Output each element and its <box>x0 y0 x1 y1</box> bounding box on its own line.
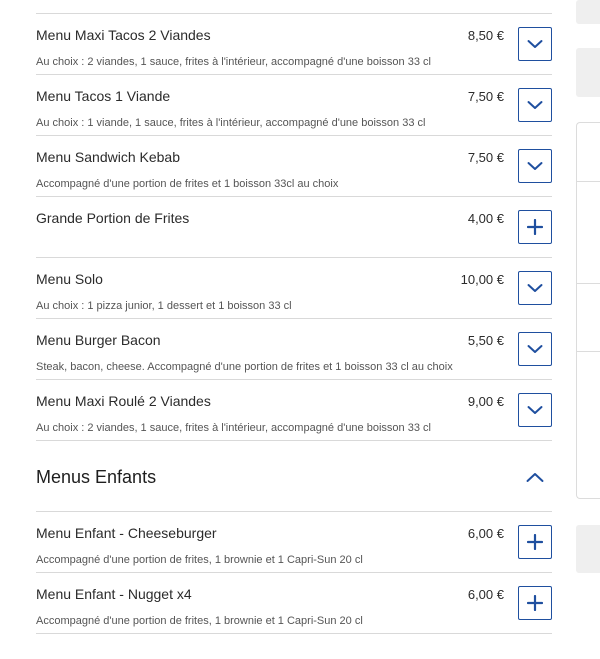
menu-item[interactable] <box>36 258 552 319</box>
side-panel-card <box>576 122 600 499</box>
item-name: Menu Sandwich Kebab <box>36 149 180 165</box>
collapse-category-button[interactable] <box>518 465 552 489</box>
side-panel-block <box>576 525 600 573</box>
chevron-down-icon <box>527 283 543 293</box>
item-description: Accompagné d'une portion de frites, 1 brownie et 1 Capri-Sun 20 cl <box>36 554 363 566</box>
plus-icon <box>527 219 543 235</box>
item-description: Au choix : 2 viandes, 1 sauce, frites à l'intérieur, accompagné d'une boisson 33 cl <box>36 56 431 68</box>
item-description: Au choix : 1 viande, 1 sauce, frites à l'intérieur, accompagné d'une boisson 33 cl <box>36 117 426 129</box>
menu-item[interactable] <box>36 573 552 634</box>
item-price: 7,50 € <box>467 150 504 165</box>
expand-options-button[interactable] <box>518 393 552 427</box>
chevron-down-icon <box>527 344 543 354</box>
item-description: Accompagné d'une portion de frites, 1 brownie et 1 Capri-Sun 20 cl <box>36 615 363 627</box>
item-description: Accompagné d'une portion de frites et 1 boisson 33cl au choix <box>36 178 339 190</box>
item-name: Menu Burger Bacon <box>36 332 161 348</box>
side-card-divider <box>577 351 600 352</box>
expand-options-button[interactable] <box>518 332 552 366</box>
menu-item[interactable] <box>36 136 552 197</box>
item-description: Au choix : 1 pizza junior, 1 dessert et 1 boisson 33 cl <box>36 300 292 312</box>
item-price: 5,50 € <box>467 333 504 348</box>
expand-options-button[interactable] <box>518 27 552 61</box>
side-card-divider <box>577 283 600 284</box>
item-price: 4,00 € <box>467 211 504 226</box>
menu-item[interactable] <box>36 380 552 441</box>
plus-icon <box>527 534 543 550</box>
item-name: Menu Tacos 1 Viande <box>36 88 171 104</box>
expand-options-button[interactable] <box>518 88 552 122</box>
category-header[interactable] <box>36 441 552 512</box>
add-to-cart-button[interactable] <box>518 210 552 244</box>
menu-item[interactable] <box>36 512 552 573</box>
menu-item[interactable] <box>36 319 552 380</box>
item-name: Menu Maxi Roulé 2 Viandes <box>36 393 211 409</box>
side-panel-block <box>576 48 600 97</box>
expand-options-button[interactable] <box>518 149 552 183</box>
menu-item[interactable] <box>36 197 552 258</box>
menu-list <box>36 0 552 634</box>
item-price: 6,00 € <box>467 587 504 602</box>
item-name: Grande Portion de Frites <box>36 210 190 226</box>
chevron-down-icon <box>527 161 543 171</box>
item-description: Steak, bacon, cheese. Accompagné d'une portion de frites et 1 boisson 33 cl au choix <box>36 361 453 373</box>
add-to-cart-button[interactable] <box>518 525 552 559</box>
item-price: 6,00 € <box>467 526 504 541</box>
side-panel-block <box>576 0 600 24</box>
top-divider <box>36 0 552 14</box>
item-price: 8,50 € <box>467 28 504 43</box>
item-description: Au choix : 2 viandes, 1 sauce, frites à l'intérieur, accompagné d'une boisson 33 cl <box>36 422 431 434</box>
expand-options-button[interactable] <box>518 271 552 305</box>
item-name: Menu Maxi Tacos 2 Viandes <box>36 27 211 43</box>
menu-item[interactable] <box>36 75 552 136</box>
item-price: 9,00 € <box>467 394 504 409</box>
chevron-down-icon <box>527 39 543 49</box>
add-to-cart-button[interactable] <box>518 586 552 620</box>
item-price: 7,50 € <box>467 89 504 104</box>
chevron-down-icon <box>527 100 543 110</box>
item-name: Menu Enfant - Cheeseburger <box>36 525 217 541</box>
chevron-up-icon <box>526 472 544 483</box>
plus-icon <box>527 595 543 611</box>
item-price: 10,00 € <box>460 272 504 287</box>
item-name: Menu Enfant - Nugget x4 <box>36 586 192 602</box>
item-name: Menu Solo <box>36 271 103 287</box>
category-title: Menus Enfants <box>36 467 157 487</box>
chevron-down-icon <box>527 405 543 415</box>
menu-item[interactable] <box>36 14 552 75</box>
side-card-divider <box>577 181 600 182</box>
